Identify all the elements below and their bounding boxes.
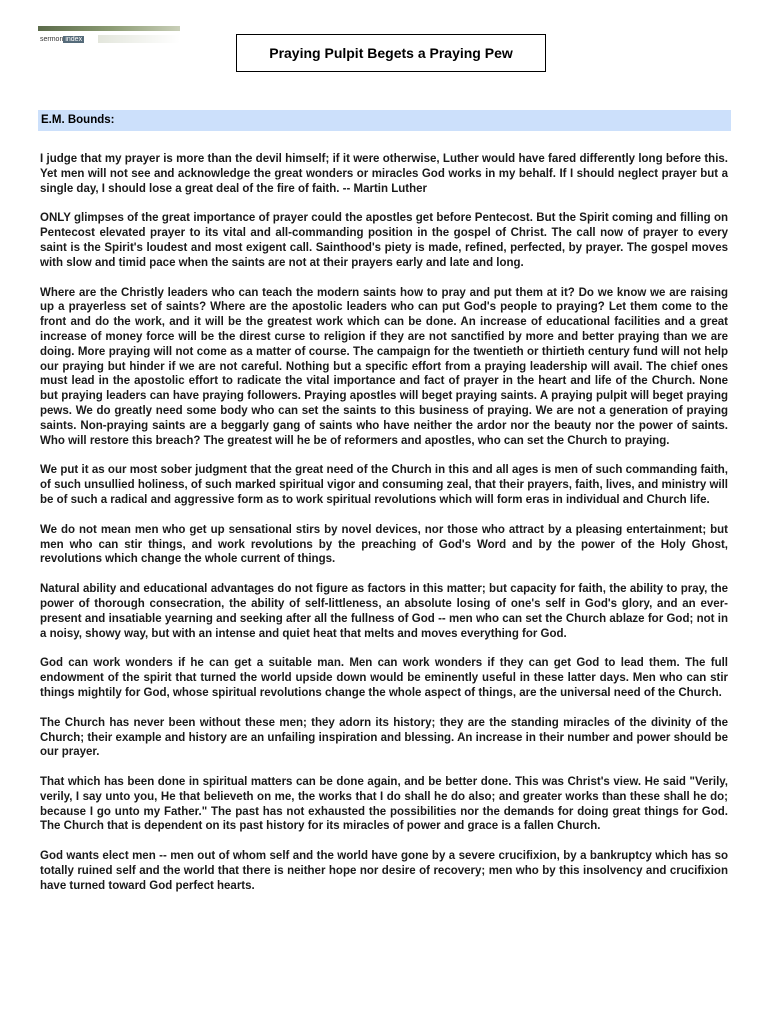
article-body (40, 152, 728, 909)
logo-text (40, 35, 84, 44)
paragraph: ONLY glimpses of the great importance of prayer could the apostles get before Pentecost. But the Spirit coming and filling on Pentecost elevated prayer to its vital and all-commanding position in the gospel of Christ. The call now of prayer to every saint is the Spirit's loudest and most exigent call. Sainthood's piety is made, refined, perfected, by prayer. The gospel moves with slow and timid pace when the saints are not at their prayers early and late and long. (40, 212, 728, 269)
author-heading: E.M. Bounds: (38, 110, 731, 131)
paragraph: Natural ability and educational advantages do not figure as factors in this matter; but capacity for faith, the ability to pray, the power of thorough consecration, the ability of self-littleness, an absolute losing of one's self in God's glory, and an ever-present and insatiable yearning and seeking after all the fullness of God -- men who can set the Church ablaze for God; not in a noisy, showy way, but with an intense and quiet heat that melts and moves everything for God. (40, 583, 728, 640)
paragraph: That which has been done in spiritual matters can be done again, and be better done. This was Christ's view. He said "Verily, verily, I say unto you, He that believeth on me, the works that I do shall he do also; and greater works than these shall he do; because I go unto my Father." The past has not exhausted the possibilities nor the demands for doing great things for God. The Church that is dependent on its past history for its miracles of power and grace is a fallen Church. (40, 776, 728, 833)
sermonindex-logo (38, 26, 180, 46)
logo-bar (38, 26, 180, 31)
paragraph-quote: I judge that my prayer is more than the devil himself; if it were otherwise, Luther would have fared differently long before this. Yet men will not see and acknowledge the great wonders or miracles God works in my behalf. If I should neglect prayer but a single day, I should lose a great deal of the fire of faith. -- Martin Luther (40, 153, 728, 195)
logo-fade (98, 35, 180, 43)
paragraph: We put it as our most sober judgment that the great need of the Church in this and all ages is men of such commanding faith, of such unsullied holiness, of such marked spiritual vigor and consuming zeal, that their prayers, faith, lives, and ministry will be of such a radical and aggressive form as to work spiritual revolutions which will form eras in individual and Church life. (40, 464, 728, 506)
page-title: Praying Pulpit Begets a Praying Pew (236, 34, 546, 72)
paragraph: Where are the Christly leaders who can teach the modern saints how to pray and put them at it? Do we know we are raising up a prayerless set of saints? Where are the apostolic leaders who can put God's people to praying? Let them come to the front and do the work, and it will be the greatest work which can be done. An increase of educational facilities and a great increase of money force will be the direst curse to religion if they are not sanctified by more and better praying than we are doing. More praying will not come as a matter of course. The campaign for the twentieth or thirtieth century fund will not help our praying but hinder if we are not careful. Nothing but a specific effort from a praying leadership will avail. The chief ones must lead in the apostolic effort to radicate the vital importance and fact of prayer in the heart and life of the Church. None but praying leaders can have praying followers. Praying apostles will beget praying saints. A praying pulpit will beget praying pews. We do greatly need some body who can set the saints to this business of praying. We are not a generation of praying saints. Non-praying saints are a beggarly gang of saints who have neither the ardor nor the beauty nor the power of saints. Who will restore this breach? The greatest will he be of reformers and apostles, who can set the Church to praying. (40, 286, 728, 447)
logo-part-2: index (65, 36, 83, 43)
paragraph: We do not mean men who get up sensational stirs by novel devices, nor those who attract by a pleasing entertainment; but men who can stir things, and work revolutions by the preaching of God's Word and by the power of the Holy Ghost, revolutions which change the whole current of things. (40, 523, 728, 566)
logo-part-1: sermon (40, 36, 64, 43)
paragraph: The Church has never been without these men; they adorn its history; they are the standing miracles of the divinity of the Church; their example and history are an unfailing inspiration and blessing. An increase in their number and power should be our prayer. (40, 716, 728, 759)
paragraph: God wants elect men -- men out of whom self and the world have gone by a severe crucifixion, by a bankruptcy which has so totally ruined self and the world that there is neither hope nor desire of recovery; men who by this insolvency and crucifixion have turned toward God perfect hearts. (40, 850, 728, 892)
paragraph: God can work wonders if he can get a suitable man. Men can work wonders if they can get God to lead them. The full endowment of the spirit that turned the world upside down would be eminently useful in these latter days. Men who can stir things mightily for God, whose spiritual revolutions change the whole aspect of things, are the universal need of the Church. (40, 657, 728, 699)
